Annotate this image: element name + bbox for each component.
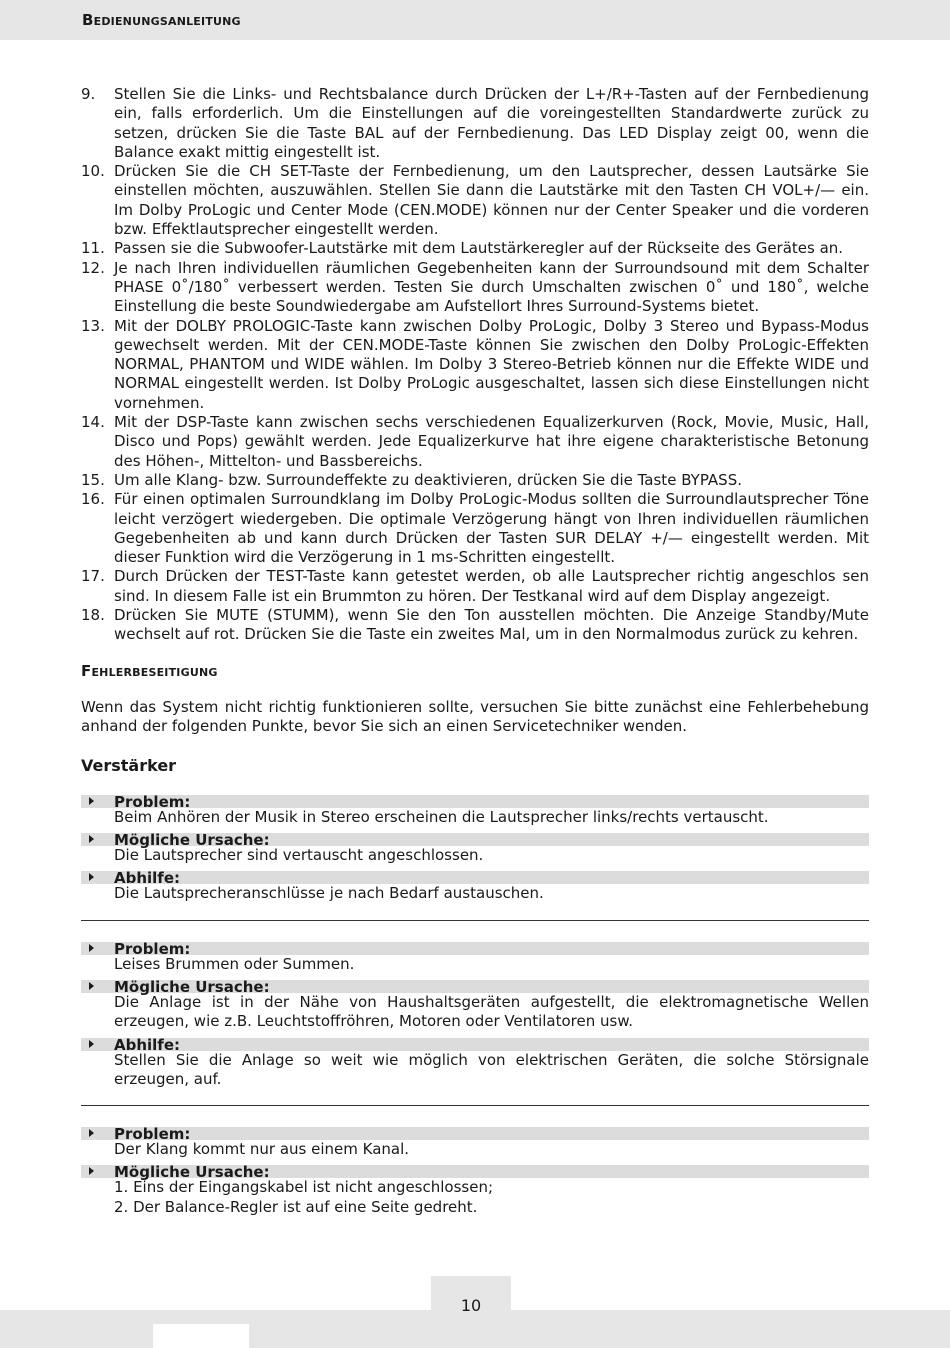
problem-text: Leises Brummen oder Summen. [114, 954, 355, 973]
cause-label: Mögliche Ursache: [114, 977, 270, 996]
list-item-text: Um alle Klang- bzw. Surroundeffekte zu deaktivieren, drücken Sie die Taste BYPASS. [114, 470, 742, 489]
list-item-text: Mit der DSP-Taste kann zwischen sechs verschiedenen Equalizerkurven (Rock, Movie, Music, Hall, Disco und Pops) gewählt werden. Jede Equalizerkurve hat ihre eigene charakteristische Betonung des Höhen-, Mittelton- und Bassbereichs. [114, 413, 869, 470]
problem-bar [81, 939, 869, 958]
cause-text-line: 2. Der Balance-Regler ist auf eine Seite gedreht. [114, 1197, 478, 1216]
problem-text: Beim Anhören der Musik in Stereo erscheinen die Lautsprecher links/rechts vertauscht. [114, 807, 769, 826]
list-item-number: 16. [81, 490, 105, 509]
cause-bar [81, 1163, 869, 1182]
arrow-right-icon [89, 835, 94, 843]
list-item-number: 10. [81, 162, 105, 181]
troubleshooting-block [81, 1127, 869, 1217]
remedy-bar [81, 1035, 869, 1054]
divider [81, 1105, 869, 1106]
list-item [81, 413, 869, 471]
list-item-text: Stellen Sie die Links- und Rechtsbalance durch Drücken der L+/R+-Tasten auf der Fernbedienung ein, falls erforderlich. Um die Einstellungen auf die voreingestellten Standardwerte zurück zu setzen, drücken Sie die Taste BAL auf der Fernbedienung. Das LED Display zeigt 00, wenn die Balance exakt mittig eingestellt ist. [114, 85, 869, 161]
list-item-text: Durch Drücken der TEST-Taste kann getestet werden, ob alle Lautsprecher richtig angeschlos sen sind. In diesem Falle ist ein Brummton zu hören. Der Testkanal wird auf dem Display angezeigt. [114, 567, 869, 605]
subsection-title: Verstärker [81, 755, 177, 775]
problem-bar [81, 1125, 869, 1144]
page-header [0, 0, 950, 40]
arrow-right-icon [89, 797, 94, 805]
cause-label: Mögliche Ursache: [114, 831, 270, 850]
page-number: 10 [460, 1296, 482, 1315]
list-item [81, 490, 869, 567]
cause-bar [81, 977, 869, 996]
section-title: Fehlerbeseitigung [81, 661, 218, 680]
list-item-number: 18. [81, 606, 105, 625]
arrow-right-icon [89, 873, 94, 881]
list-item-text: Für einen optimalen Surroundklang im Dolby ProLogic-Modus sollten die Surroundlautsprecher Töne leicht verzögert wiedergeben. Die optimale Verzögerung hängt von Ihren individuellen räumlichen Gegebenheiten ab und kann durch Drücken der Tasten SUR DELAY +/— eingestellt werden. Mit dieser Funktion wird die Verzögerung in 1 ms-Schritten eingestellt. [114, 490, 869, 567]
list-item-text: Passen sie die Subwoofer-Lautstärke mit dem Lautstärkeregler auf der Rückseite des Gerätes an. [114, 239, 844, 258]
list-item [81, 606, 869, 645]
instruction-list [81, 85, 869, 645]
remedy-label: Abhilfe: [114, 1035, 181, 1054]
remedy-bar [81, 869, 869, 888]
list-item-text: Mit der DOLBY PROLOGIC-Taste kann zwischen Dolby ProLogic, Dolby 3 Stereo und Bypass-Modus gewechselt werden. Mit der CEN.MODE-Taste können Sie zwischen den Dolby ProLogic-Effekten NORMAL, PHANTOM und WIDE wählen. Im Dolby 3 Stereo-Betrieb können nur die Effekte WIDE und NORMAL eingestellt werden. Ist Dolby ProLogic ausgeschaltet, lassen sich diese Einstellungen nicht vornehmen. [114, 316, 869, 412]
arrow-right-icon [89, 982, 94, 990]
problem-text: Der Klang kommt nur aus einem Kanal. [114, 1140, 410, 1159]
header-title: Bedienungsanleitung [82, 11, 241, 29]
list-item [81, 162, 869, 239]
cause-text: Die Lautsprecher sind vertauscht angeschlossen. [114, 846, 484, 865]
cause-text: Die Anlage ist in der Nähe von Haushaltsgeräten aufgestellt, die elektromagnetische Wellen erzeugen, wie z.B. Leuchtstoffröhren, Motoren oder Ventilatoren usw. [114, 992, 869, 1031]
list-item [81, 239, 869, 258]
remedy-label: Abhilfe: [114, 869, 181, 888]
list-item [81, 567, 869, 606]
list-item [81, 259, 869, 317]
cause-text-line: 1. Eins der Eingangskabel ist nicht angeschlossen; [114, 1178, 493, 1197]
list-item-text: Drücken Sie MUTE (STUMM), wenn Sie den Ton ausstellen möchten. Die Anzeige Standby/Mute wechselt auf rot. Drücken Sie die Taste ein zweites Mal, um in den Normalmodus zurück zu kehren. [114, 606, 869, 644]
troubleshooting-block [81, 792, 869, 921]
list-item [81, 471, 869, 490]
list-item-number: 17. [81, 567, 105, 586]
intro-paragraph: Wenn das System nicht richtig funktionieren sollte, versuchen Sie bitte zunächst eine Fehlerbehebung anhand der folgenden Punkte, bevor Sie sich an einen Servicetechniker wenden. [81, 697, 869, 736]
list-item-number: 15. [81, 470, 105, 489]
arrow-right-icon [89, 944, 94, 952]
list-item-number: 12. [81, 258, 105, 277]
problem-bar [81, 792, 869, 811]
list-item-number: 14. [81, 413, 105, 432]
problem-label: Problem: [114, 939, 191, 958]
problem-label: Problem: [114, 1125, 191, 1144]
list-item [81, 317, 869, 413]
list-item-number: 13. [81, 316, 105, 335]
cause-bar [81, 831, 869, 850]
divider [81, 920, 869, 921]
arrow-right-icon [89, 1040, 94, 1048]
list-item [81, 85, 869, 162]
list-item-number: 9. [81, 85, 96, 103]
page-content [81, 85, 869, 1217]
remedy-text: Die Lautsprecheranschlüsse je nach Bedarf austauschen. [114, 884, 544, 903]
list-item-number: 11. [81, 239, 105, 258]
cause-label: Mögliche Ursache: [114, 1163, 270, 1182]
arrow-right-icon [89, 1167, 94, 1175]
remedy-text: Stellen Sie die Anlage so weit wie möglich von elektrischen Geräten, die solche Störsignale erzeugen, auf. [114, 1050, 869, 1088]
arrow-right-icon [89, 1129, 94, 1137]
troubleshooting-block [81, 939, 869, 1106]
footer-white-block [153, 1324, 249, 1348]
problem-label: Problem: [114, 792, 191, 811]
list-item-text: Je nach Ihren individuellen räumlichen Gegebenheiten kann der Surroundsound mit dem Schalter PHASE 0˚/180˚ verbessert werden. Testen Sie durch Umschalten zwischen 0˚ und 180˚, welche Einstellung die beste Soundwiedergabe am Aufstellort Ihres Surround-Systems bietet. [114, 258, 869, 316]
list-item-text: Drücken Sie die CH SET-Taste der Fernbedienung, um den Lautsprecher, dessen Lautsärke Sie einstellen möchten, auszuwählen. Stellen Sie dann die Lautstärke mit den Tasten CH VOL+/— ein. Im Dolby ProLogic und Center Mode (CEN.MODE) können nur der Center Speaker und die vorderen bzw. Effektlautsprecher eingestellt werden. [114, 162, 869, 239]
